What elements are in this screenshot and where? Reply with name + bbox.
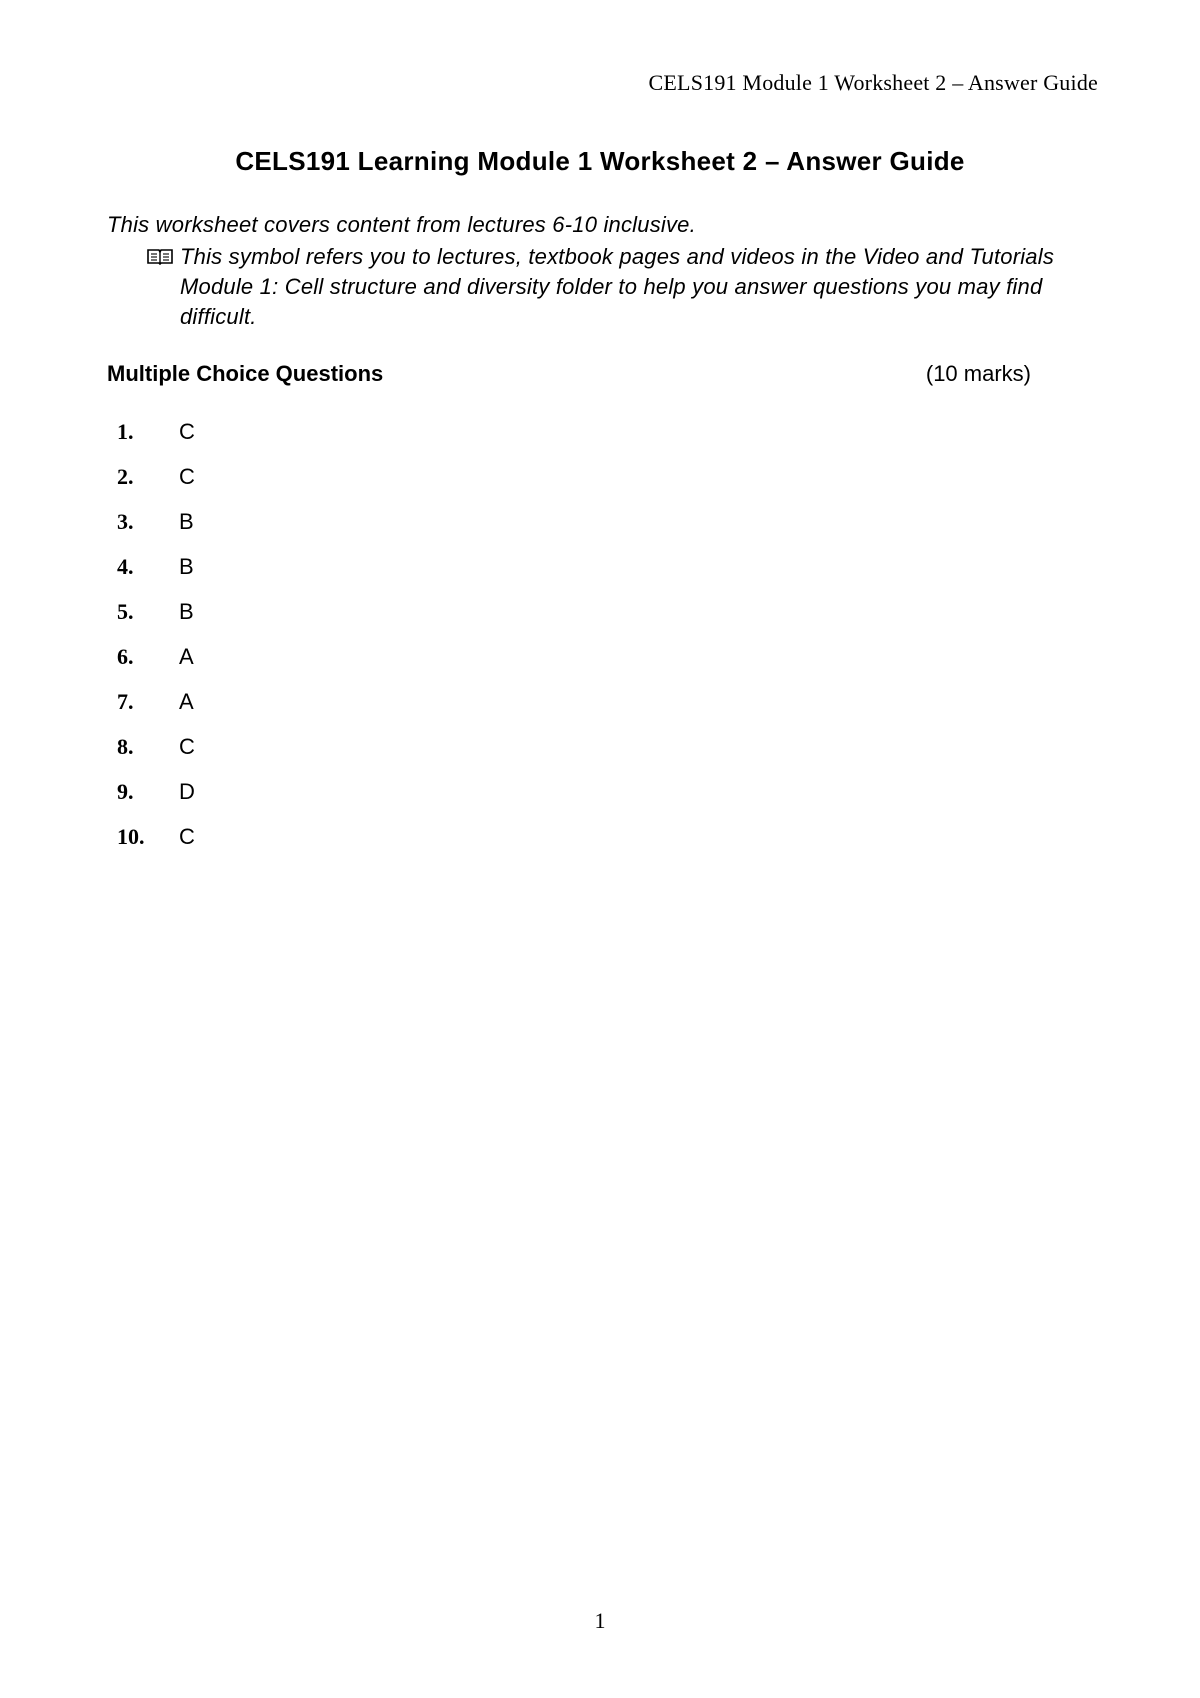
answer-number: 5. bbox=[117, 599, 134, 624]
answer-number: 3. bbox=[117, 509, 134, 534]
list-item bbox=[117, 509, 195, 554]
page-number: 1 bbox=[594, 1608, 606, 1633]
answer-letter: D bbox=[179, 779, 195, 804]
list-item bbox=[117, 599, 195, 644]
answer-letter: C bbox=[179, 419, 195, 444]
section-title: Multiple Choice Questions bbox=[107, 361, 384, 386]
section-header bbox=[107, 361, 1031, 387]
answer-number: 8. bbox=[117, 734, 134, 759]
list-item bbox=[117, 554, 195, 599]
answer-letter: B bbox=[179, 509, 194, 534]
list-item bbox=[117, 464, 195, 509]
reference-note-text: This symbol refers you to lectures, textbook pages and videos in the Video and Tutorials Module 1: Cell structure and diversity folder to help you answer questions you may find difficult. bbox=[180, 244, 1055, 329]
document-title: CELS191 Learning Module 1 Worksheet 2 – Answer Guide bbox=[235, 146, 965, 176]
list-item bbox=[117, 824, 195, 869]
answer-letter: B bbox=[179, 599, 194, 624]
open-book-icon bbox=[147, 248, 173, 265]
answer-letter: C bbox=[179, 734, 195, 759]
section-marks: (10 marks) bbox=[925, 361, 1031, 386]
list-item bbox=[117, 689, 195, 734]
answer-number: 7. bbox=[117, 689, 134, 714]
answer-number: 2. bbox=[117, 464, 134, 489]
answer-number: 10. bbox=[117, 824, 145, 849]
answer-list bbox=[117, 419, 195, 869]
answer-letter: B bbox=[179, 554, 194, 579]
list-item bbox=[117, 419, 195, 464]
reference-note bbox=[145, 242, 1120, 332]
list-item bbox=[117, 779, 195, 824]
answer-number: 1. bbox=[117, 419, 134, 444]
list-item bbox=[117, 644, 195, 689]
intro-text: This worksheet covers content from lectures 6-10 inclusive. bbox=[107, 212, 696, 237]
answer-letter: A bbox=[179, 644, 194, 669]
answer-number: 4. bbox=[117, 554, 134, 579]
answer-letter: A bbox=[179, 689, 194, 714]
list-item bbox=[117, 734, 195, 779]
answer-letter: C bbox=[179, 464, 195, 489]
answer-number: 9. bbox=[117, 779, 134, 804]
answer-letter: C bbox=[179, 824, 195, 849]
running-header: CELS191 Module 1 Worksheet 2 – Answer Guide bbox=[648, 70, 1098, 95]
answer-number: 6. bbox=[117, 644, 134, 669]
